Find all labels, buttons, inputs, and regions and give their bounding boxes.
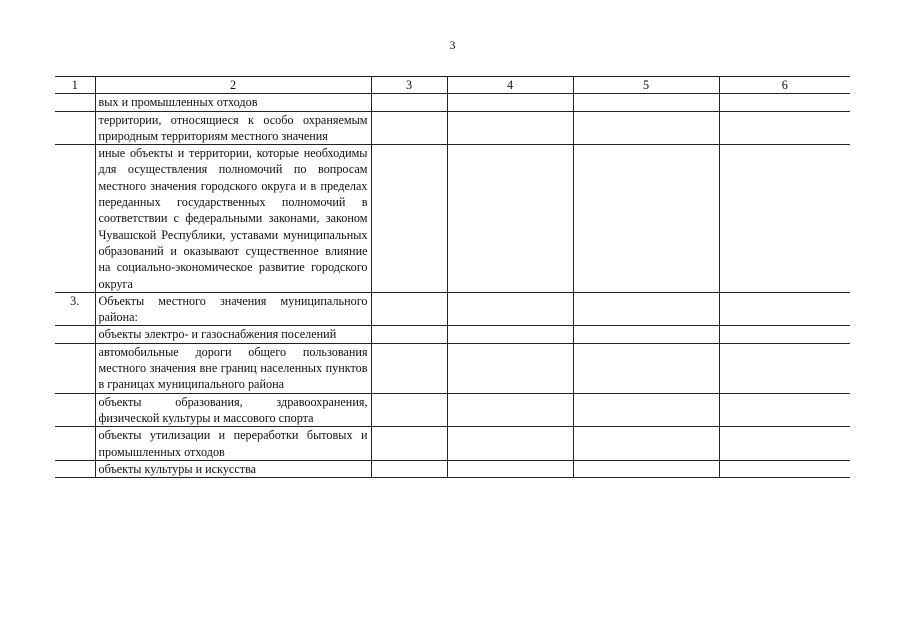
empty-cell [447, 393, 573, 427]
empty-cell [719, 94, 850, 111]
table-header-row [55, 77, 850, 94]
empty-cell [719, 427, 850, 461]
column-header: 4 [447, 77, 573, 94]
row-description-cell: объекты культуры и искусства [95, 460, 371, 477]
empty-cell [447, 94, 573, 111]
table-row [55, 343, 850, 393]
table-row [55, 111, 850, 145]
column-header: 6 [719, 77, 850, 94]
empty-cell [447, 427, 573, 461]
row-description-cell: Объекты местного значения муниципального района: [95, 292, 371, 326]
row-number-cell [55, 326, 95, 343]
empty-cell [573, 343, 719, 393]
table-row [55, 427, 850, 461]
column-header: 1 [55, 77, 95, 94]
row-number-cell [55, 111, 95, 145]
empty-cell [371, 427, 447, 461]
empty-cell [719, 343, 850, 393]
empty-cell [371, 393, 447, 427]
empty-cell [371, 292, 447, 326]
empty-cell [447, 326, 573, 343]
table-row [55, 460, 850, 477]
empty-cell [371, 94, 447, 111]
empty-cell [371, 460, 447, 477]
empty-cell [447, 343, 573, 393]
row-description-cell: территории, относящиеся к особо охраняемым природным территориям местного значения [95, 111, 371, 145]
row-number-cell [55, 145, 95, 293]
empty-cell [447, 111, 573, 145]
empty-cell [573, 145, 719, 293]
table-row [55, 292, 850, 326]
empty-cell [573, 326, 719, 343]
empty-cell [447, 145, 573, 293]
column-header: 5 [573, 77, 719, 94]
empty-cell [719, 326, 850, 343]
column-header: 3 [371, 77, 447, 94]
row-description-cell: иные объекты и территории, которые необходимы для осуществления полномочий по вопросам местного значения городского округа и в пределах переданных государственных полномочий в соответствии с федеральными законами, законом Чувашской Республики, уставами муниципальных образований и оказывают существенное влияние на социально-экономическое развитие городского округа [95, 145, 371, 293]
empty-cell [573, 111, 719, 145]
row-number-cell [55, 460, 95, 477]
empty-cell [573, 393, 719, 427]
empty-cell [719, 111, 850, 145]
empty-cell [371, 111, 447, 145]
empty-cell [573, 94, 719, 111]
row-description-cell: объекты электро- и газоснабжения поселений [95, 326, 371, 343]
empty-cell [719, 460, 850, 477]
row-number-cell: 3. [55, 292, 95, 326]
row-description-cell: вых и промышленных отходов [95, 94, 371, 111]
empty-cell [573, 427, 719, 461]
empty-cell [719, 292, 850, 326]
document-table [55, 76, 850, 478]
page-number: 3 [449, 38, 456, 52]
empty-cell [371, 145, 447, 293]
row-number-cell [55, 393, 95, 427]
table-row [55, 145, 850, 293]
empty-cell [447, 460, 573, 477]
table-row [55, 326, 850, 343]
row-number-cell [55, 427, 95, 461]
empty-cell [573, 292, 719, 326]
empty-cell [719, 393, 850, 427]
empty-cell [447, 292, 573, 326]
row-number-cell [55, 94, 95, 111]
row-description-cell: объекты утилизации и переработки бытовых и промышленных отходов [95, 427, 371, 461]
row-number-cell [55, 343, 95, 393]
table-row [55, 94, 850, 111]
column-header: 2 [95, 77, 371, 94]
row-description-cell: объекты образования, здравоохранения, физической культуры и массового спорта [95, 393, 371, 427]
empty-cell [573, 460, 719, 477]
empty-cell [371, 343, 447, 393]
empty-cell [371, 326, 447, 343]
row-description-cell: автомобильные дороги общего пользования местного значения вне границ населенных пунктов в границах муниципального района [95, 343, 371, 393]
table-row [55, 393, 850, 427]
empty-cell [719, 145, 850, 293]
